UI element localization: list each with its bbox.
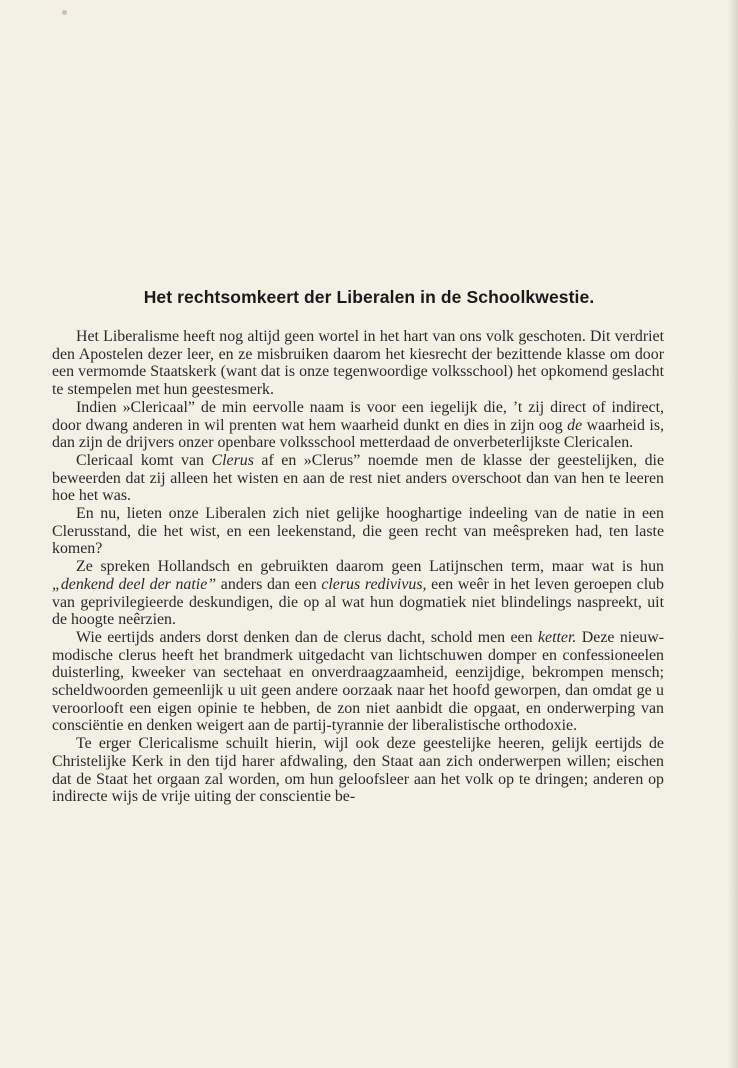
paragraph bbox=[52, 629, 664, 735]
text-run: Deze nieuw-modische clerus heeft het brandmerk uitgedacht van lichtschuwen domper en confessioneelen duisterling, kweeker van sectehaat en onverdraagzaamheid, eenzijdige, bekrompen mensch; scheldwoorden gemeenlijk u uit geen andere oorzaak naar het hoofd geworpen, dan omdat ge u veroorlooft een eigen opinie te hebben, de zon niet aanbidt die opgaat, en onderwerping van consciëntie en denken weigert aan de partij-tyrannie der liberalistische orthodoxie. bbox=[52, 628, 664, 735]
italic-run: „denkend deel der natie” bbox=[52, 575, 217, 593]
page-edge-shadow bbox=[728, 0, 738, 1068]
text-run: een weêr in het leven geroepen club van geprivilegieerde deskundigen, die op al wat hun dogmatiek niet blindelings naspreekt, uit de hoogte neêrzien. bbox=[52, 575, 664, 629]
paper-speck bbox=[62, 10, 67, 15]
paragraph bbox=[52, 452, 664, 505]
text-run: Clericaal komt van bbox=[76, 451, 212, 469]
text-run: Te erger Clericalisme schuilt hierin, wijl ook deze geestelijke heeren, gelijk eertijds de Christelijke Kerk in den tijd harer afdwaling, den Staat aan zich onderwerpen willen; eischen dat de Staat het orgaan zal worden, om hun geloofsleer aan het volk op te dringen; anderen op indirecte wijs de vrije uiting der conscientie be- bbox=[52, 735, 664, 806]
italic-run: clerus redivivus, bbox=[321, 575, 427, 593]
italic-run: ketter. bbox=[537, 628, 577, 646]
text-run: Ze spreken Hollandsch en gebruikten daarom geen Latijnschen term, maar wat is hun bbox=[76, 558, 664, 576]
italic-run: de bbox=[567, 416, 583, 434]
italic-run: Clerus bbox=[211, 451, 254, 469]
text-run: En nu, lieten onze Liberalen zich niet gelijke hooghartige indeeling van de natie in een Clerusstand, die het wist, en een leekenstand, die geen recht van meêspreken had, ten laste komen? bbox=[52, 505, 664, 558]
paragraph bbox=[52, 735, 664, 806]
text-run: Wie eertijds anders dorst denken dan de clerus dacht, schold men een bbox=[76, 628, 538, 646]
paragraph bbox=[52, 505, 664, 558]
paragraph bbox=[52, 399, 664, 452]
paragraph bbox=[52, 558, 664, 629]
text-run: Het Liberalisme heeft nog altijd geen wortel in het hart van ons volk geschoten. Dit verdriet den Apostelen dezer leer, en ze misbruiken daarom het kiesrecht der bezittende klasse om door een vermomde Staatskerk (want dat is onze tegenwoordige volksschool) het opkomend geslacht te stempelen met hun geestesmerk. bbox=[52, 328, 664, 399]
text-run: anders dan een bbox=[216, 575, 322, 593]
text-run: Indien »Clericaal” de min eervolle naam is voor een iegelijk die, ’t zij direct of indirect, door dwang anderen in wil prenten wat hem waarheid dunkt en dies in zijn oog bbox=[52, 398, 664, 434]
chapter-heading: Het rechtsomkeert der Liberalen in de Schoolkwestie. bbox=[143, 287, 595, 307]
paragraph bbox=[52, 328, 664, 399]
body-text bbox=[52, 328, 664, 806]
text-run: af en »Clerus” noemde men de klasse der geestelijken, die beweerden dat zij alleen het wisten en aan de rest niet anders overschoot dan van hen te leeren hoe het was. bbox=[52, 451, 664, 505]
text-run: waarheid is, dan zijn de drijvers onzer openbare volksschool metterdaad de onverbeterlijkste Clericalen. bbox=[52, 416, 664, 452]
